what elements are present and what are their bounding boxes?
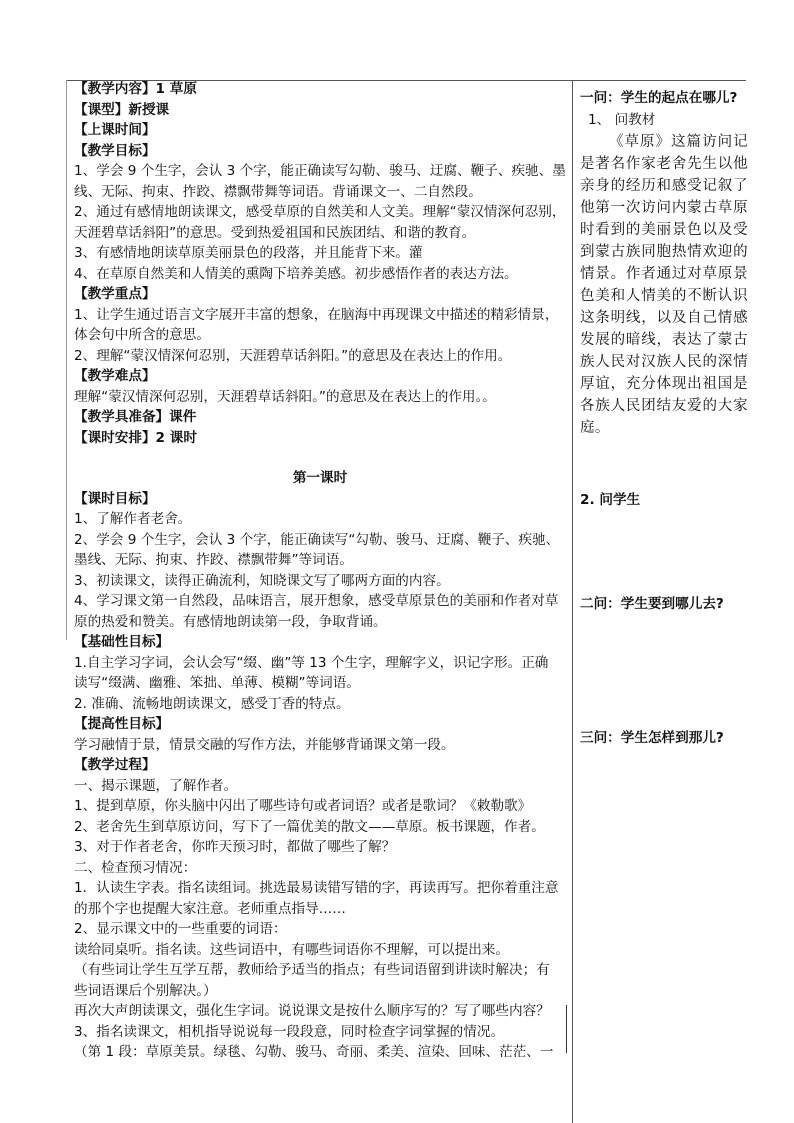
section-heading: 【提高性目标】 — [74, 716, 170, 732]
text-line: 再次大声朗读课文，强化生字词。说说课文是按什么顺序写的？写了哪些内容？ — [74, 1003, 550, 1019]
text-line: （有些词让学生互学互帮，教师给予适当的指点；有些词语留到讲读时解决；有 — [74, 962, 550, 978]
question-one-heading: 一问：学生的起点在哪儿? — [580, 90, 738, 106]
text-line: 读写“缀满、幽雅、笨拙、单薄、模糊”等词语。 — [74, 675, 360, 691]
text-line: 的那个字也提醒大家注意。老师重点指导…… — [74, 900, 346, 917]
text-line: 3、指名读课文，相机指导说说每一段段意，同时检查字词掌握的情况。 — [74, 1023, 505, 1040]
table-left-border — [66, 80, 67, 640]
column-divider — [572, 80, 573, 1123]
text-line: 一、揭示课题，了解作者。 — [74, 777, 238, 794]
text-line: （第 1 段：草原美景。绿毯、勾勒、骏马、奇丽、柔美、渲染、回味、茫茫、一 — [74, 1044, 554, 1060]
question-one-sub-heading-two: 2. 问学生 — [580, 492, 641, 508]
text-line: 2、理解“蒙汉情深何忍别，天涯碧草话斜阳。”的意思及在表达上的作用。 — [74, 347, 512, 364]
section-heading: 【教学重点】 — [74, 286, 156, 302]
lesson-plan-main-column — [74, 79, 566, 1063]
text-line: 1、提到草原，你头脑中闪出了哪些诗句或者词语？或者是歌词？《敕勒歌》 — [74, 798, 532, 814]
text-line: 3、有感情地朗读草原美丽景色的段落，并且能背下来。灌 — [74, 245, 423, 261]
text-line: 1、让学生通过语言文字展开丰富的想象，在脑海中再现课文中描述的精彩情景， — [74, 306, 559, 323]
text-line: 学习融情于景，情景交融的写作方法，并能够背诵课文第一段。 — [74, 736, 455, 753]
text-line: 3、初读课文，读得正确流利，知晓课文写了哪两方面的内容。 — [74, 572, 450, 589]
section-heading: 【基础性目标】 — [74, 634, 170, 650]
text-line: 4、在草原自然美和人情美的熏陶下培养美感。初步感悟作者的表达方法。 — [74, 265, 518, 282]
question-two-heading: 二问：学生要到哪儿去? — [580, 596, 724, 612]
side-notes-column — [580, 87, 748, 749]
text-line: 二、检查预习情况： — [74, 859, 197, 876]
section-heading: 【教学过程】 — [74, 757, 156, 773]
text-line: 墨线、无际、拘束、拃跤、襟飘带舞”等词语。 — [74, 552, 353, 568]
text-line: 1、了解作者老舍。 — [74, 511, 192, 527]
text-line: 1．认读生字表。指名读组词。挑选最易读错写错的字，再读再写。把你着重注意 — [74, 880, 559, 896]
text-line: 2、通过有感情地朗读课文，感受草原的自然美和人文美。理解“蒙汉情深何忍别， — [74, 204, 566, 220]
text-line: 理解“蒙汉情深何忍别，天涯碧草话斜阳。”的意思及在表达上的作用。。 — [74, 388, 496, 405]
question-one-sub-heading: 1、 问教材 — [588, 112, 656, 128]
section-heading: 【上课时间】 — [74, 122, 156, 138]
text-line: 体会句中所含的意思。 — [74, 327, 210, 343]
text-line: 原的热爱和赞美。有感情地朗读第一段，争取背诵。 — [74, 613, 387, 630]
section-heading: 【课型】新授课 — [74, 101, 170, 118]
lesson-title: 第一课时 — [292, 470, 348, 486]
question-three-heading: 三问：学生怎样到那儿? — [580, 730, 724, 746]
text-line: 些词语课后个别解决。） — [74, 982, 217, 999]
lesson-process-block — [74, 489, 566, 1063]
inner-divider-mark — [566, 1005, 567, 1053]
text-line: 4、学习课文第一自然段，品味语言，展开想象，感受草原景色的美丽和作者对草 — [74, 593, 559, 609]
text-line: 2. 准确、流畅地朗读课文，感受丁香的特点。 — [74, 695, 350, 712]
section-heading: 【教学内容】1 草原 — [74, 81, 197, 97]
section-heading: 【课时安排】2 课时 — [74, 429, 197, 446]
section-heading: 【教学具准备】课件 — [74, 409, 197, 425]
text-line: 线、无际、拘束、拃跤、襟飘带舞等词语。背诵课文一、二自然段。 — [74, 183, 482, 200]
text-line: 2、显示课文中的一些重要的词语： — [74, 921, 287, 937]
section-heading: 【教学难点】 — [74, 368, 156, 384]
text-line: 2、学会 9 个生字，会认 3 个字，能正确读写“勾勒、骏马、迂腐、鞭子、疾驰、 — [74, 531, 560, 548]
text-line: 3、对于作者老舍，你昨天预习时，都做了哪些了解？ — [74, 839, 396, 855]
section-heading: 【教学目标】 — [74, 142, 156, 159]
text-line: 读给同桌听。指名读。这些词语中，有哪些词语你不理解，可以提出来。 — [74, 941, 509, 958]
text-line: 2、老舍先生到草原访问，写下了一篇优美的散文——草原。板书课题，作者。 — [74, 818, 545, 835]
text-line: 天涯碧草话斜阳”的意思。受到热爱祖国和民族团结、和谐的教育。 — [74, 224, 476, 241]
spacer — [74, 448, 566, 468]
spacer — [580, 511, 748, 593]
text-line: 1.自主学习字词，会认会写“缀、幽”等 13 个生字，理解字义，识记字形。正确 — [74, 654, 549, 671]
section-heading: 【课时目标】 — [74, 490, 156, 507]
lesson-info-block — [74, 79, 566, 448]
textbook-analysis-paragraph: 《草原》这篇访问记是著名作家老舍先生以他亲身的经历和感受记叙了他第一次访问内蒙古草原时看到的美丽景色以及受到蒙古族同胞热情欢迎的情景。作者通过对草原景色美和人情美的不断认识这条明线，以及自己情感发展的暗线，表达了蒙古族人民对汉族人民的深情厚谊，充分体现出祖国是各族人民团结友爱的大家庭。 — [580, 134, 748, 436]
text-line: 1、学会 9 个生字，会认 3 个字，能正确读写勾勒、骏马、迂腐、鞭子、疾驰、墨 — [74, 163, 566, 179]
spacer — [580, 439, 748, 489]
spacer — [580, 615, 748, 727]
